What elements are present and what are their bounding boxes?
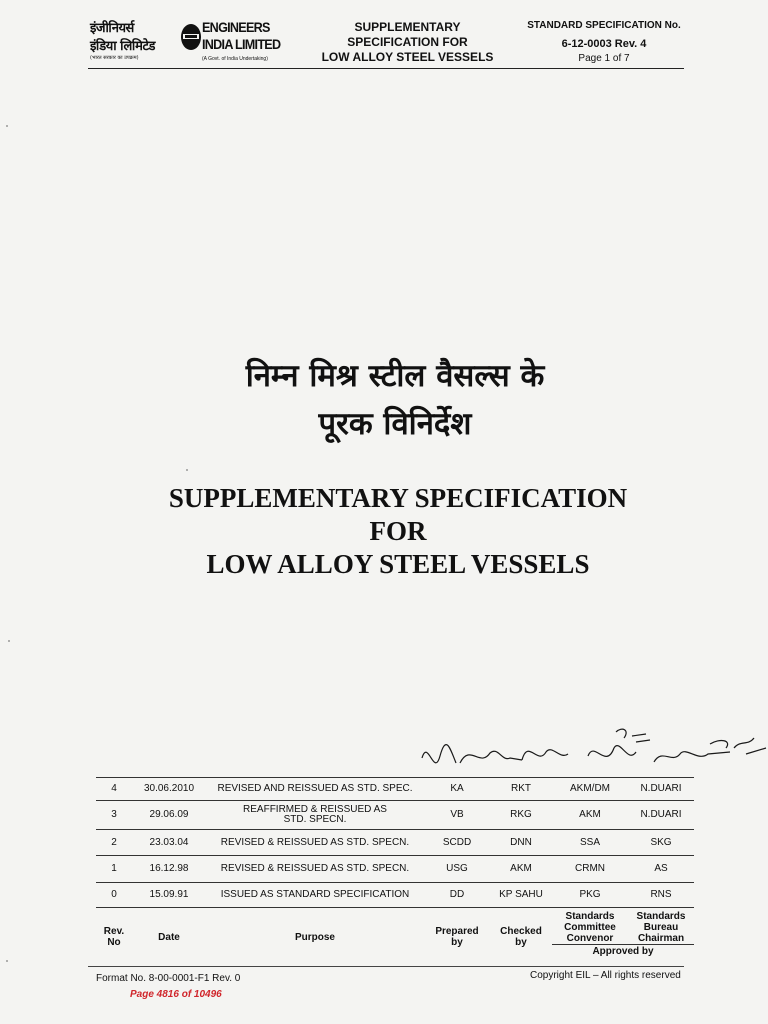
rev-prepared-by: USG (446, 863, 468, 874)
rev-no: 3 (111, 809, 117, 820)
document-title-line1: SUPPLEMENTARY SPECIFICATION (168, 483, 628, 513)
scan-speck (186, 469, 188, 471)
col-header-committee (552, 908, 628, 946)
document-title (80, 482, 716, 581)
footer-divider (88, 966, 684, 967)
col-header-checked-line1: Checked (500, 926, 542, 937)
rev-purpose: REVISED & REISSUED AS STD. SPECN. (220, 836, 410, 848)
col-header-bureau-line1: Standards (636, 910, 686, 922)
table-header-row (96, 908, 694, 966)
rev-date: 30.06.2010 (143, 783, 195, 794)
table-row (96, 856, 694, 883)
logo-english-line2: INDIA LIMITED (202, 36, 281, 52)
col-header-purpose: Purpose (294, 931, 335, 943)
rev-purpose: REAFFIRMED & REISSUED AS STD. SPECN. (243, 804, 387, 825)
page-counter: Page 4816 of 10496 (130, 989, 222, 1000)
rev-committee-convenor: AKM/DM (570, 783, 610, 794)
header-title (300, 20, 515, 65)
col-header-prepared (424, 918, 490, 956)
scan-speck (6, 960, 8, 962)
scan-speck (6, 125, 8, 127)
hindi-title (100, 352, 690, 448)
table-row (96, 830, 694, 856)
col-header-date: Date (158, 931, 180, 943)
rev-prepared-by: VB (450, 809, 464, 820)
logo-english-tagline: (A Govt. of India Undertaking) (202, 56, 268, 62)
copyright-notice: Copyright EIL – All rights reserved (530, 970, 681, 981)
rev-bureau-chairman: RNS (650, 889, 672, 900)
rev-checked-by: DNN (510, 836, 532, 848)
page-info: Page 1 of 7 (578, 53, 630, 64)
header-title-line2: SPECIFICATION FOR (347, 35, 468, 49)
rev-date: 16.12.98 (149, 863, 189, 874)
logo-hindi-tagline: (भारत सरकार का उपक्रम) (90, 55, 139, 61)
rev-checked-by: RKG (510, 809, 532, 820)
company-logo (90, 16, 295, 70)
approved-by-label: Approved by (592, 946, 654, 957)
col-header-bureau-line3: Chairman (637, 932, 685, 944)
logo-hindi-line1: इंजीनियर्स (90, 21, 134, 36)
hindi-title-line2: पूरक विनिर्देश (318, 406, 472, 442)
col-header-checked (490, 918, 552, 956)
rev-committee-convenor: CRMN (575, 863, 605, 874)
rev-prepared-by: SCDD (442, 836, 472, 848)
rev-checked-by: AKM (510, 863, 532, 874)
rev-no: 1 (111, 863, 117, 874)
rev-purpose: REVISED & REISSUED AS STD. SPECN. (220, 863, 410, 874)
rev-purpose: ISSUED AS STANDARD SPECIFICATION (220, 889, 410, 900)
rev-prepared-by: KA (450, 783, 464, 794)
spec-label: STANDARD SPECIFICATION No. (527, 20, 681, 31)
rev-no: 4 (111, 783, 117, 794)
header-title-line1: SUPPLEMENTARY (354, 20, 461, 34)
document-title-line3: LOW ALLOY STEEL VESSELS (206, 549, 590, 579)
rev-bureau-chairman: N.DUARI (640, 809, 682, 820)
spec-number: 6-12-0003 Rev. 4 (561, 38, 647, 50)
format-number: Format No. 8-00-0001-F1 Rev. 0 (96, 973, 241, 984)
rev-committee-convenor: AKM (579, 809, 601, 820)
table-row (96, 883, 694, 908)
header-title-line3: LOW ALLOY STEEL VESSELS (321, 50, 494, 64)
header-divider (88, 68, 684, 69)
rev-bureau-chairman: N.DUARI (640, 783, 682, 794)
table-row (96, 801, 694, 830)
col-header-committee-line3: Convenor (566, 932, 614, 944)
col-header-prepared-line1: Prepared (435, 926, 479, 937)
rev-date: 29.06.09 (149, 809, 189, 820)
spec-info (515, 20, 693, 65)
col-header-rev (96, 918, 132, 956)
revision-table (96, 777, 694, 966)
col-header-rev-line1: Rev. (103, 926, 125, 937)
rev-no: 2 (111, 836, 117, 848)
col-header-committee-line1: Standards (565, 910, 615, 922)
approved-by-divider (552, 944, 694, 945)
rev-committee-convenor: PKG (579, 889, 601, 900)
col-header-prepared-line2: by (451, 937, 463, 948)
rev-checked-by: RKT (511, 783, 531, 794)
table-row (96, 777, 694, 801)
col-header-rev-line2: No (107, 937, 121, 948)
rev-bureau-chairman: SKG (650, 836, 672, 848)
rev-committee-convenor: SSA (579, 836, 600, 848)
col-header-committee-line2: Committee (564, 921, 616, 933)
scan-speck (8, 640, 10, 642)
rev-checked-by: KP SAHU (499, 889, 543, 900)
rev-prepared-by: DD (449, 889, 465, 900)
rev-date: 15.09.91 (149, 889, 189, 900)
rev-bureau-chairman: AS (654, 863, 668, 874)
hindi-title-line1: निम्न मिश्र स्टील वैसल्स के (245, 358, 545, 394)
col-header-checked-line2: by (515, 937, 527, 948)
logo-hindi-line2: इंडिया लिमिटेड (90, 39, 155, 54)
document-title-line2: FOR (369, 516, 427, 546)
logo-english-line1: ENGINEERS (202, 19, 270, 35)
rev-no: 0 (111, 889, 117, 900)
col-header-bureau-line2: Bureau (643, 921, 679, 933)
rev-date: 23.03.04 (149, 836, 189, 848)
col-header-bureau (628, 908, 694, 946)
rev-purpose: REVISED AND REISSUED AS STD. SPEC. (217, 783, 413, 794)
